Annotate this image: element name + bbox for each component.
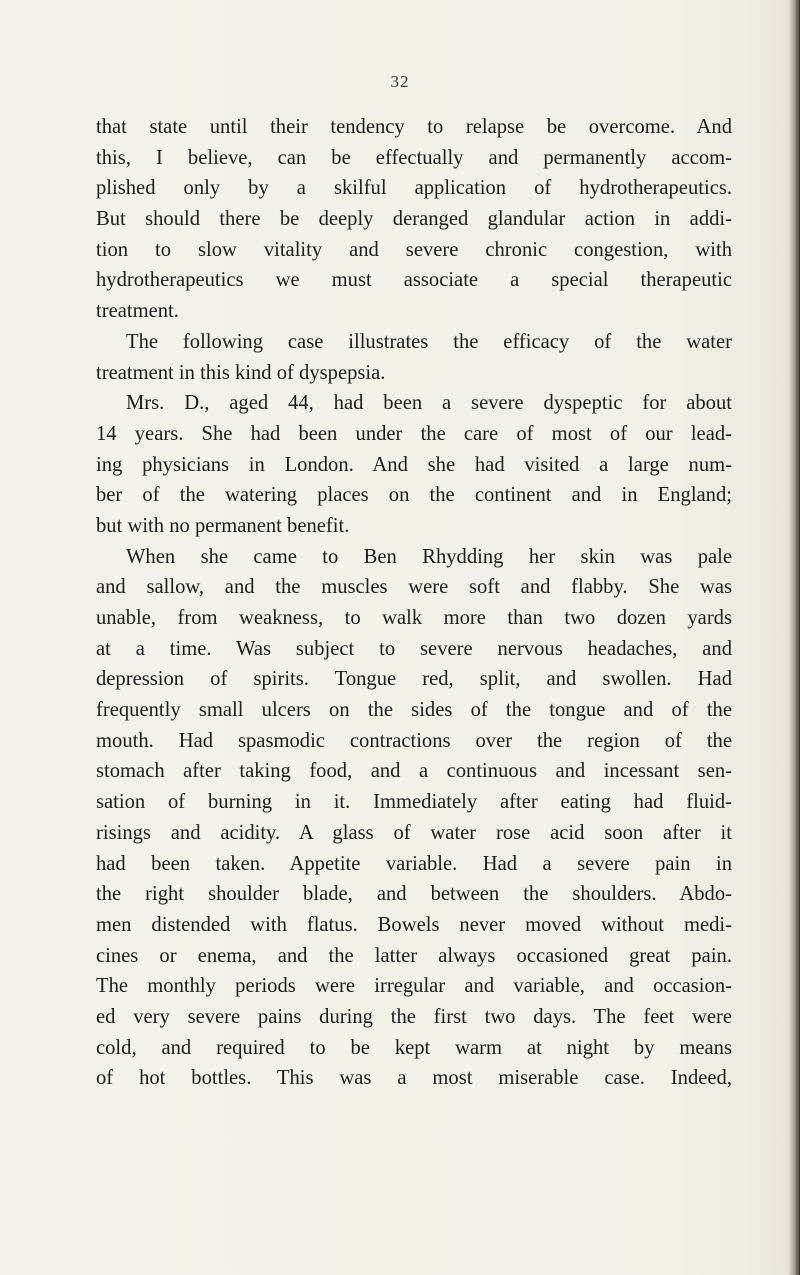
text-line: Mrs. D., aged 44, had been a severe dyspeptic for about xyxy=(126,392,732,415)
text-line: ing physicians in London. And she had visited a large num- xyxy=(96,453,732,476)
text-line: stomach after taking food, and a continuous and incessant sen- xyxy=(96,760,732,783)
text-line: ber of the watering places on the continent and in England; xyxy=(96,484,732,507)
text-line: at a time. Was subject to severe nervous headaches, and xyxy=(96,637,732,660)
text-line: When she came to Ben Rhydding her skin was pale xyxy=(126,545,732,568)
text-line: the right shoulder blade, and between the shoulders. Abdo- xyxy=(96,883,732,906)
text-line: treatment in this kind of dyspepsia. xyxy=(96,361,386,384)
text-line: ed very severe pains during the first two days. The feet were xyxy=(96,1005,732,1028)
text-line: unable, from weakness, to walk more than two dozen yards xyxy=(96,607,732,629)
text-line: but with no permanent benefit. xyxy=(96,514,350,537)
text-line: risings and acidity. A glass of water rose acid soon after it xyxy=(96,821,732,844)
text-line: this, I believe, can be effectually and permanently accom- xyxy=(96,146,732,169)
page-edge-shadow xyxy=(788,0,800,1275)
text-line: The monthly periods were irregular and variable, and occasion- xyxy=(96,975,732,998)
text-line: men distended with flatus. Bowels never moved without medi- xyxy=(96,913,732,936)
text-line: treatment. xyxy=(96,300,179,323)
text-line: hydrotherapeutics we must associate a special therapeutic xyxy=(96,269,732,292)
text-line: 14 years. She had been under the care of most of our lead- xyxy=(96,422,732,445)
text-line: and sallow, and the muscles were soft and flabby. She was xyxy=(96,576,732,599)
text-line: mouth. Had spasmodic contractions over the region of the xyxy=(96,729,732,752)
text-line: The following case illustrates the efficacy of the water xyxy=(126,330,732,353)
text-line: cines or enema, and the latter always occasioned great pain. xyxy=(96,944,732,967)
text-line: of hot bottles. This was a most miserable case. Indeed, xyxy=(96,1067,732,1090)
text-line: sation of burning in it. Immediately after eating had fluid- xyxy=(96,791,732,814)
text-line: depression of spirits. Tongue red, split, and swollen. Had xyxy=(96,668,732,691)
text-line: cold, and required to be kept warm at night by means xyxy=(96,1036,732,1059)
text-line: tion to slow vitality and severe chronic congestion, with xyxy=(96,238,732,261)
page-number: 32 xyxy=(390,72,410,91)
text-line: had been taken. Appetite variable. Had a severe pain in xyxy=(96,852,732,875)
text-line: frequently small ulcers on the sides of the tongue and of the xyxy=(96,699,732,722)
body-text xyxy=(96,112,732,1094)
text-line: plished only by a skilful application of hydrotherapeutics. xyxy=(96,177,732,200)
text-line: that state until their tendency to relapse be overcome. And xyxy=(96,116,732,138)
text-line: But should there be deeply deranged glandular action in addi- xyxy=(96,208,732,231)
